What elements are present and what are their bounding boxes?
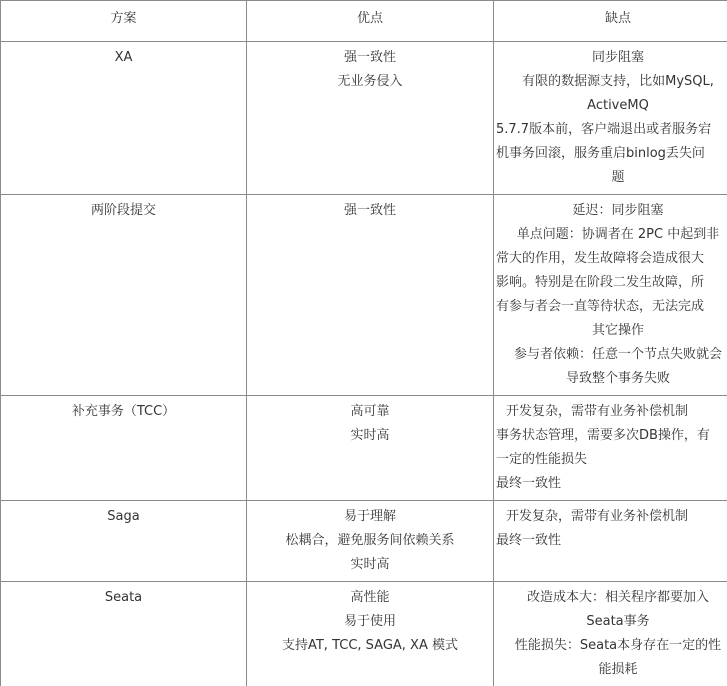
con-item: 一定的性能损失 xyxy=(496,452,588,467)
con-item: 题 xyxy=(611,170,625,185)
cell-pros-xa xyxy=(247,42,494,195)
solution-name: 两阶段提交 xyxy=(90,203,156,218)
pro-item: 支持AT, TCC, SAGA, XA 模式 xyxy=(281,638,458,653)
table-body xyxy=(1,42,727,686)
cell-pros-saga xyxy=(247,501,494,582)
con-item: 事务状态管理，需要多次DB操作，有 xyxy=(496,428,710,443)
con-item: 影响。特别是在阶段二发生故障，所 xyxy=(496,275,705,290)
cell-cons-seata xyxy=(494,582,727,686)
table-row-two-phase-commit xyxy=(1,195,727,396)
header-row xyxy=(1,1,727,42)
cell-solution-seata xyxy=(1,582,247,686)
con-item: 延迟：同步阻塞 xyxy=(572,203,664,218)
con-item: 性能损失：Seata本身存在一定的性 xyxy=(514,638,722,653)
cell-solution-two-phase-commit xyxy=(1,195,247,396)
table-row-seata xyxy=(1,582,727,686)
con-item: 有参与者会一直等待状态，无法完成 xyxy=(496,299,705,314)
cell-pros-tcc xyxy=(247,396,494,501)
pro-item: 强一致性 xyxy=(343,203,396,218)
con-item: 机事务回滚，服务重启binlog丢失问 xyxy=(496,146,705,161)
cell-solution-xa xyxy=(1,42,247,195)
pro-item: 实时高 xyxy=(350,428,390,443)
con-item: 开发复杂，需带有业务补偿机制 xyxy=(506,509,689,524)
pro-item: 松耦合，避免服务间依赖关系 xyxy=(285,533,455,548)
con-item: 能损耗 xyxy=(598,662,638,677)
con-item: 常大的作用，发生故障将会造成很大 xyxy=(496,251,705,266)
pro-item: 易于理解 xyxy=(343,509,396,524)
header-disadvantages: 缺点 xyxy=(494,1,727,42)
cell-cons-two-phase-commit xyxy=(494,195,727,396)
table-header xyxy=(1,1,727,42)
cell-cons-saga xyxy=(494,501,727,582)
table-row-xa xyxy=(1,42,727,195)
cell-cons-xa xyxy=(494,42,727,195)
con-item: 最终一致性 xyxy=(496,476,562,491)
con-item: 开发复杂，需带有业务补偿机制 xyxy=(506,404,689,419)
cell-pros-two-phase-commit xyxy=(247,195,494,396)
solution-name: Seata xyxy=(104,590,143,605)
con-item: 导致整个事务失败 xyxy=(565,371,670,386)
cell-solution-saga xyxy=(1,501,247,582)
pro-item: 易于使用 xyxy=(343,614,396,629)
pro-item: 高可靠 xyxy=(350,404,390,419)
cell-pros-seata xyxy=(247,582,494,686)
cell-solution-tcc xyxy=(1,396,247,501)
pro-item: 实时高 xyxy=(350,557,390,572)
pro-item: 强一致性 xyxy=(343,50,396,65)
con-item: 其它操作 xyxy=(591,323,644,338)
pro-item: 无业务侵入 xyxy=(337,74,403,89)
pro-item: 高性能 xyxy=(350,590,390,605)
table-row-tcc xyxy=(1,396,727,501)
con-item: 参与者依赖：任意一个节点失败就会 xyxy=(513,347,722,362)
header-solution: 方案 xyxy=(1,1,247,42)
table-row-saga xyxy=(1,501,727,582)
con-item: 5.7.7版本前，客户端退出或者服务宕 xyxy=(496,122,712,137)
con-item: 单点问题：协调者在 2PC 中起到非 xyxy=(516,227,720,242)
con-item: 同步阻塞 xyxy=(591,50,644,65)
con-item: 改造成本大：相关程序都要加入 xyxy=(526,590,709,605)
header-advantages: 优点 xyxy=(247,1,494,42)
solution-name: XA xyxy=(114,50,133,65)
con-item: 有限的数据源支持，比如MySQL, xyxy=(522,74,714,89)
cell-cons-tcc xyxy=(494,396,727,501)
con-item: Seata事务 xyxy=(586,614,650,629)
solution-name: 补充事务（TCC） xyxy=(71,404,176,419)
con-item: 最终一致性 xyxy=(496,533,562,548)
con-item: ActiveMQ xyxy=(587,98,649,113)
solution-name: Saga xyxy=(107,509,140,524)
